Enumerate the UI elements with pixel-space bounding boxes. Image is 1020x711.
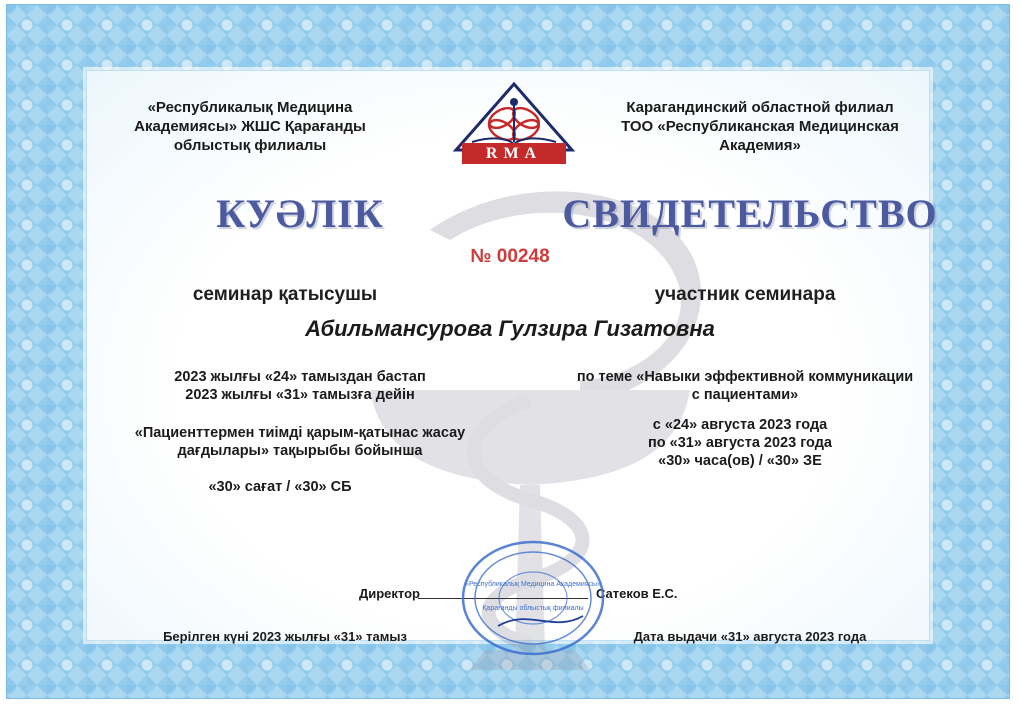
kz-dates	[110, 368, 490, 404]
org-ru-line: Академия»	[719, 137, 801, 154]
ru-topic	[520, 368, 970, 404]
role-kz: семинар қатысушы	[192, 284, 378, 305]
org-ru-line: Карагандинский областной филиал	[626, 99, 894, 116]
kz-topic	[80, 424, 520, 460]
ru-topic-line: с пациентами»	[691, 387, 799, 403]
ru-hours-line: «30» часа(ов) / «30» ЗЕ	[658, 453, 822, 469]
organization-ru	[590, 98, 930, 155]
logo-text: RMA	[462, 143, 566, 164]
official-stamp	[458, 538, 608, 658]
org-kz-line: «Республикалық Медицина	[147, 99, 353, 116]
issued-date-ru: Дата выдачи «31» августа 2023 года	[633, 629, 867, 644]
director-label: Директор	[358, 586, 420, 601]
ru-date-line: по «31» августа 2023 года	[648, 435, 832, 451]
kz-date-line: 2023 жылғы «24» тамыздан бастап	[174, 369, 426, 385]
kz-topic-line: «Пациенттермен тиімді қарым-қатынас жасау	[134, 425, 466, 441]
org-ru-line: ТОО «Республиканская Медицинская	[621, 118, 899, 135]
signer-name: Сатеков Е.С.	[596, 586, 678, 601]
certificate-number: № 00248	[470, 246, 550, 267]
issued-date-kz: Берілген күні 2023 жылғы «31» тамыз	[163, 629, 407, 644]
participant-name: Абильмансурова Гулзира Гизатовна	[305, 316, 715, 341]
kz-hours: «30» сағат / «30» СБ	[208, 479, 352, 495]
kz-date-line: 2023 жылғы «31» тамызға дейін	[185, 387, 415, 403]
organization-kz	[100, 98, 400, 155]
stamp-text-line: «Республикалық Медицина Академиясы»	[465, 581, 601, 588]
stamp-text-line: Қарағанды облыстық филиалы	[482, 605, 584, 612]
heading-ru: СВИДЕТЕЛЬСТВО	[562, 191, 938, 236]
org-kz-line: облыстық филиалы	[173, 137, 327, 154]
kz-topic-line: дағдылары» тақырыбы бойынша	[177, 443, 423, 459]
ru-topic-line: по теме «Навыки эффективной коммуникации	[576, 369, 914, 385]
org-kz-line: Академиясы» ЖШС Қарағанды	[134, 118, 366, 135]
heading-kz: КУӘЛІК	[216, 191, 384, 236]
ru-dates	[560, 416, 920, 470]
role-ru: участник семинара	[654, 284, 836, 305]
ru-date-line: с «24» августа 2023 года	[652, 417, 828, 433]
